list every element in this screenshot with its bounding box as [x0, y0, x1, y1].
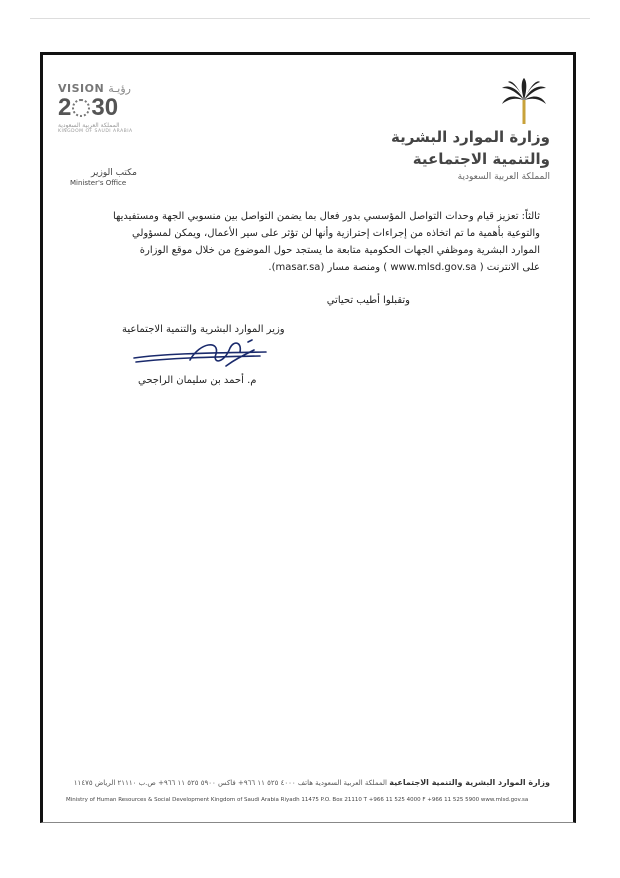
vision-year-right: 30 — [91, 94, 119, 121]
handwritten-signature — [130, 336, 270, 370]
body-line-2: والتوعية بأهمية ما تم اتخاذه من إجراءات إحترازية وأنها لن تؤثر على سير الأعمال، ويمكن لمسؤولي — [132, 228, 540, 239]
body-line-1: ثالثاً: تعزيز قيام وحدات التواصل المؤسسي بدور فعال بما يضمن التواصل بين منسوبي الجهة ومستفيديها — [112, 211, 540, 222]
palm-tree-icon — [500, 78, 548, 128]
ministry-country: المملكة العربية السعودية — [457, 172, 550, 182]
closing-greeting: وتقبلوا أطيب تحياتي — [326, 295, 410, 306]
vision-country-ar: المملكة العربية السعودية — [58, 122, 120, 129]
top-rule — [30, 18, 590, 19]
office-title-ar: مكتب الوزير — [91, 168, 137, 178]
ministry-name-line2: والتنمية الاجتماعية — [412, 150, 550, 168]
office-title-en: Minister's Office — [70, 179, 127, 187]
vision-year-left: 2 — [58, 94, 72, 121]
footer-address-ar: المملكة العربية السعودية هاتف ٤٠٠٠ ٥٢٥ ١١ ٩٦٦+ فاكس ٥٩٠٠ ٥٢٥ ١١ ٩٦٦+ ص.ب ٢١١١٠ الرياض ١١٤٧٥ — [73, 779, 387, 787]
letter-body — [80, 208, 540, 276]
vision-year — [58, 96, 168, 120]
vision-country-en: KINGDOM OF SAUDI ARABIA — [58, 129, 133, 134]
vision-label: VISION — [58, 82, 105, 95]
footer-arabic — [60, 778, 550, 787]
body-line-4: على الانترنت ( www.mlsd.gov.sa ) ومنصة مسار (masar.sa). — [268, 262, 540, 273]
vision-label-ar: رؤيـة — [108, 82, 131, 95]
body-line-3: الموارد البشرية وموظفي الجهات الحكومية متابعة ما يستجد حول الموضوع من خلال موقع الوزارة — [139, 245, 540, 256]
footer-brand-ar: وزارة الموارد البشرية والتنمية الاجتماعية — [389, 778, 550, 787]
ministry-name-line1: وزارة الموارد البشرية — [391, 128, 550, 146]
vision-2030-logo — [58, 82, 168, 134]
signatory-name: م. أحمد بن سليمان الراجحي — [138, 375, 257, 386]
palm-flower-icon — [72, 99, 90, 117]
footer-english: Ministry of Human Resources & Social Development Kingdom of Saudi Arabia Riyadh 11475 P.O. Box 21110 T +966 11 525 4000 F +966 11 525 5900 www.mlsd.gov.sa — [66, 797, 529, 803]
signatory-title: وزير الموارد البشرية والتنمية الاجتماعية — [122, 324, 285, 335]
